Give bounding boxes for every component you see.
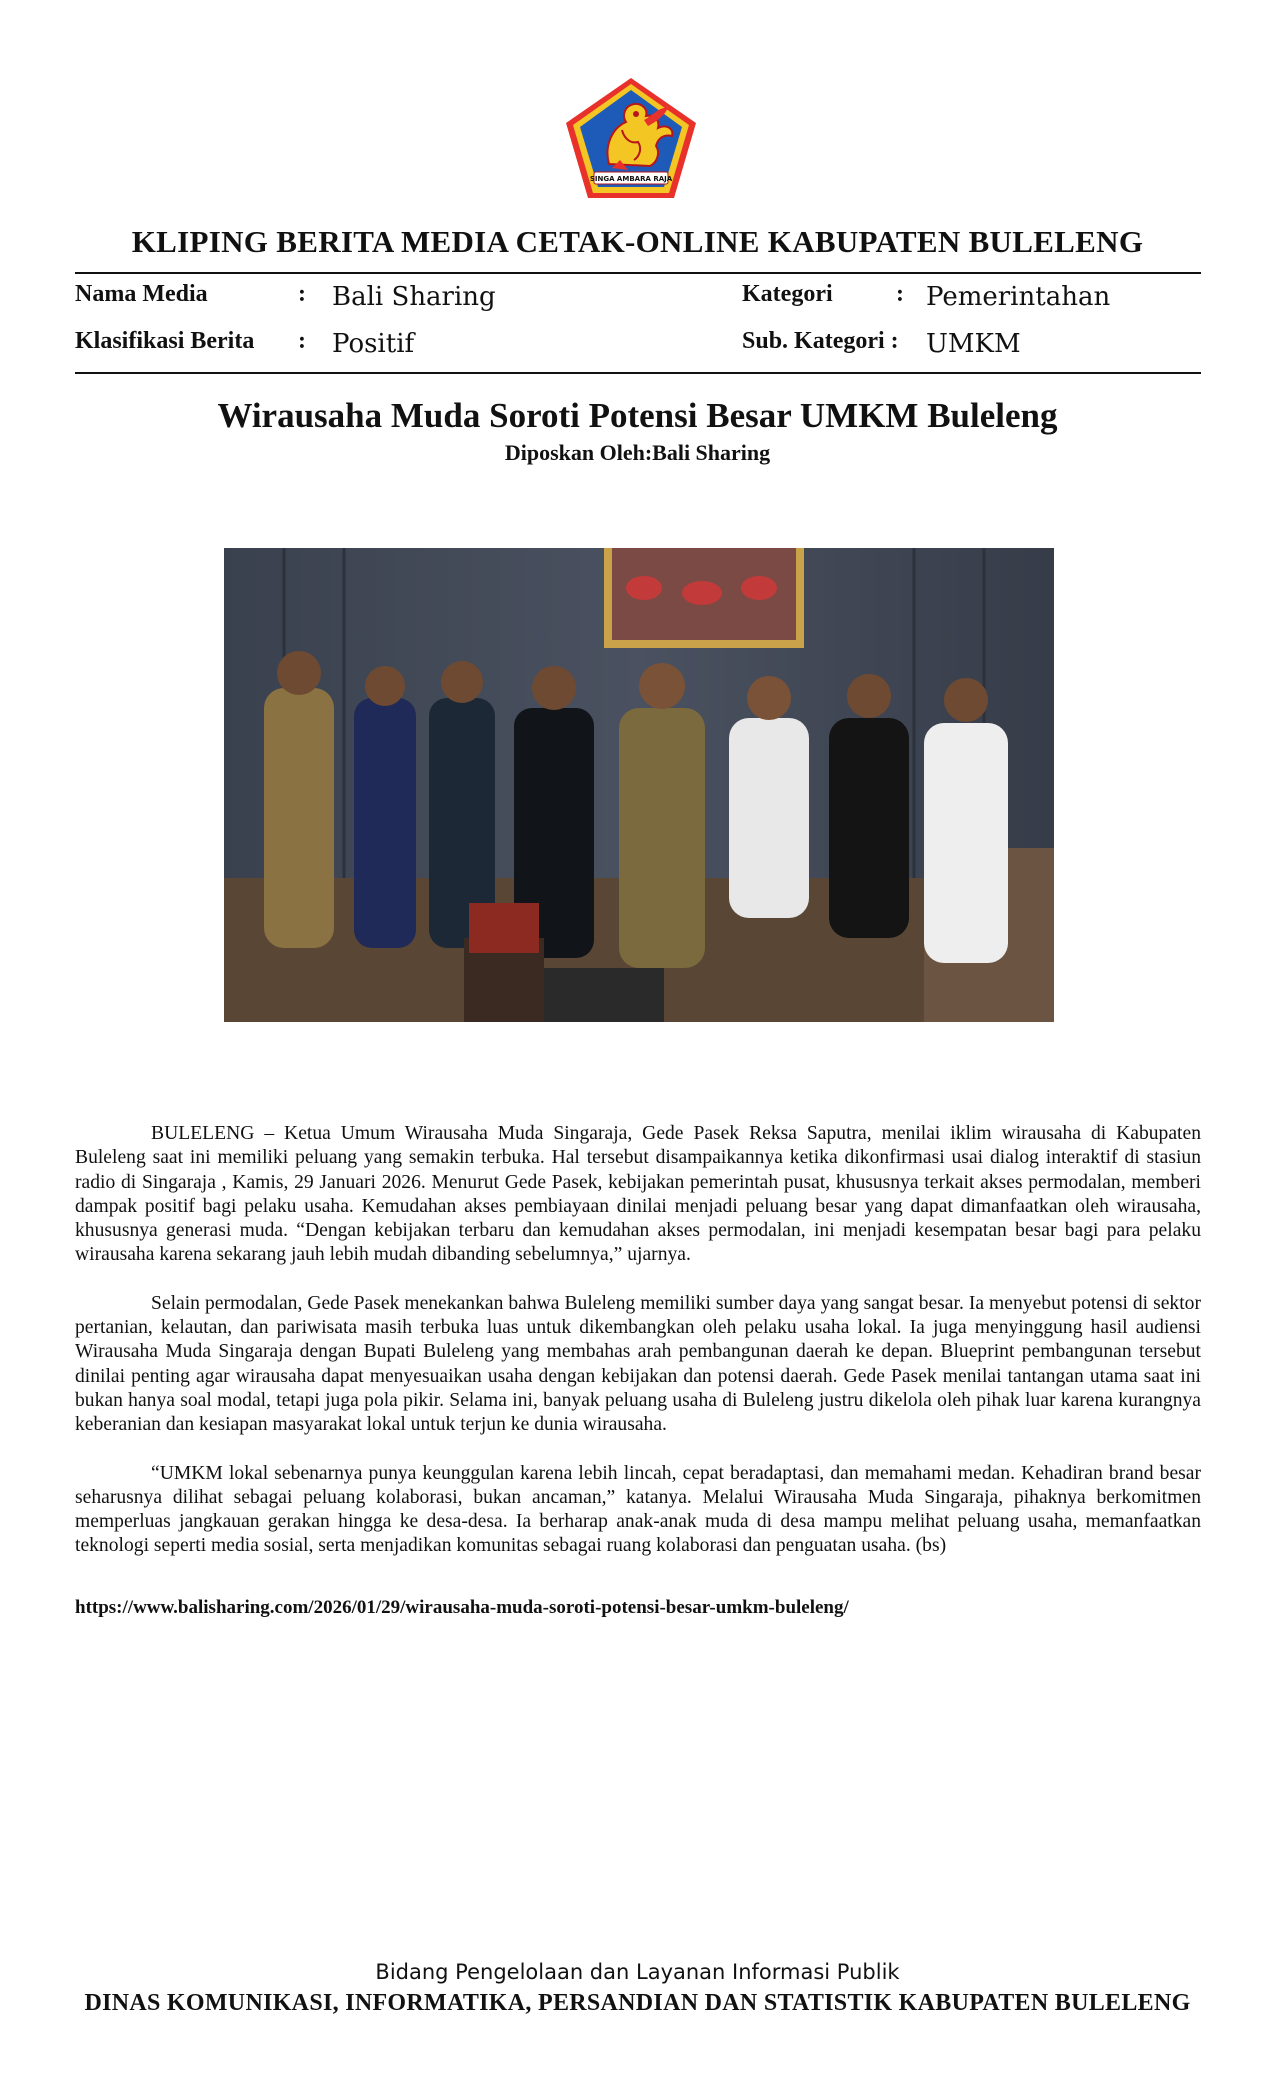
article-paragraph: Selain permodalan, Gede Pasek menekankan bahwa Buleleng memiliki sumber daya yang sangat besar. Ia menyebut potensi di sektor pertanian, kelautan, dan pariwisata masih terbuka luas untuk dikembangkan oleh pelaku usaha lokal. Ia juga menyinggung hasil audiensi Wirausaha Muda Singaraja dengan Bupati Buleleng yang membahas arah pembangunan daerah ke depan. Blueprint pembangunan tersebut dinilai penting agar wirausaha dapat menyesuaikan usaha dengan kebijakan dan potensi daerah. Gede Pasek menilai tantangan utama saat ini bukan hanya soal modal, tetapi juga pola pikir. Selama ini, banyak peluang usaha di Buleleng justru dikelola oleh pihak luar karena kurangnya keberanian dan kesiapan masyarakat lokal untuk terjun ke dunia wirausaha. — [75, 1292, 1201, 1436]
singa-ambara-raja-emblem-icon — [564, 76, 698, 200]
header-rule-bottom — [75, 372, 1201, 374]
footer-subtitle: Bidang Pengelolaan dan Layanan Informasi Publik — [375, 1960, 900, 1984]
nama-media-label: Nama Media — [75, 281, 208, 307]
source-url-link[interactable]: https://www.balisharing.com/2026/01/29/wirausaha-muda-soroti-potensi-besar-umkm-buleleng/ — [75, 1597, 849, 1618]
meta-colon: : — [298, 328, 306, 354]
article-paragraph: “UMKM lokal sebenarnya punya keunggulan karena lebih lincah, cepat beradaptasi, dan memahami medan. Kehadiran brand besar seharusnya dilihat sebagai peluang kolaborasi, bukan ancaman,” katanya. Melalui Wirausaha Muda Singaraja, pihaknya berkomitmen memperluas jangkauan gerakan hingga ke desa-desa. Ia berharap anak-anak muda di desa mampu melihat peluang usaha, memanfaatkan teknologi seperti media sosial, serta menjadikan komunitas sebagai ruang kolaborasi dan penguatan usaha. (bs) — [75, 1462, 1201, 1557]
emblem-text: SINGA AMBARA RAJA — [589, 175, 673, 183]
meta-colon: : — [298, 281, 306, 307]
article-paragraph: BULELENG – Ketua Umum Wirausaha Muda Singaraja, Gede Pasek Reksa Saputra, menilai iklim wirausaha di Kabupaten Buleleng saat ini memiliki peluang yang semakin terbuka. Hal tersebut disampaikannya ketika dikonfirmasi usai dialog interaktif di stasiun radio di Singaraja , Kamis, 29 Januari 2026. Menurut Gede Pasek, kebijakan pemerintah pusat, khususnya terkait akses permodalan, memberi dampak positif bagi pelaku usaha. Kemudahan akses pembiayaan dinilai menjadi peluang besar yang dapat dimanfaatkan oleh wirausaha, khususnya generasi muda. “Dengan kebijakan terbaru dan kemudahan akses permodalan, ini menjadi kesempatan besar bagi para pelaku wirausaha karena sekarang jauh lebih mudah dibanding sebelumnya,” ujarnya. — [75, 1123, 1201, 1266]
header-title: KLIPING BERITA MEDIA CETAK-ONLINE KABUPATEN BULELENG — [131, 224, 1144, 259]
kategori-value: Pemerintahan — [926, 282, 1111, 312]
sub-kategori-value: UMKM — [926, 329, 1021, 359]
article-byline: Diposkan Oleh:Bali Sharing — [504, 440, 771, 465]
article-photo — [224, 548, 1054, 1022]
klasifikasi-value: Positif — [332, 329, 415, 359]
footer-title: DINAS KOMUNIKASI, INFORMATIKA, PERSANDIAN DAN STATISTIK KABUPATEN BULELENG — [84, 1990, 1191, 2016]
kategori-label: Kategori — [742, 281, 833, 307]
article-body — [75, 1122, 1201, 1583]
sub-kategori-label: Sub. Kategori : — [742, 328, 899, 354]
article-title: Wirausaha Muda Soroti Potensi Besar UMKM Buleleng — [217, 396, 1058, 435]
nama-media-value: Bali Sharing — [332, 282, 496, 312]
header-rule-top — [75, 272, 1201, 274]
klasifikasi-label: Klasifikasi Berita — [75, 328, 255, 354]
meta-colon: : — [896, 281, 904, 307]
